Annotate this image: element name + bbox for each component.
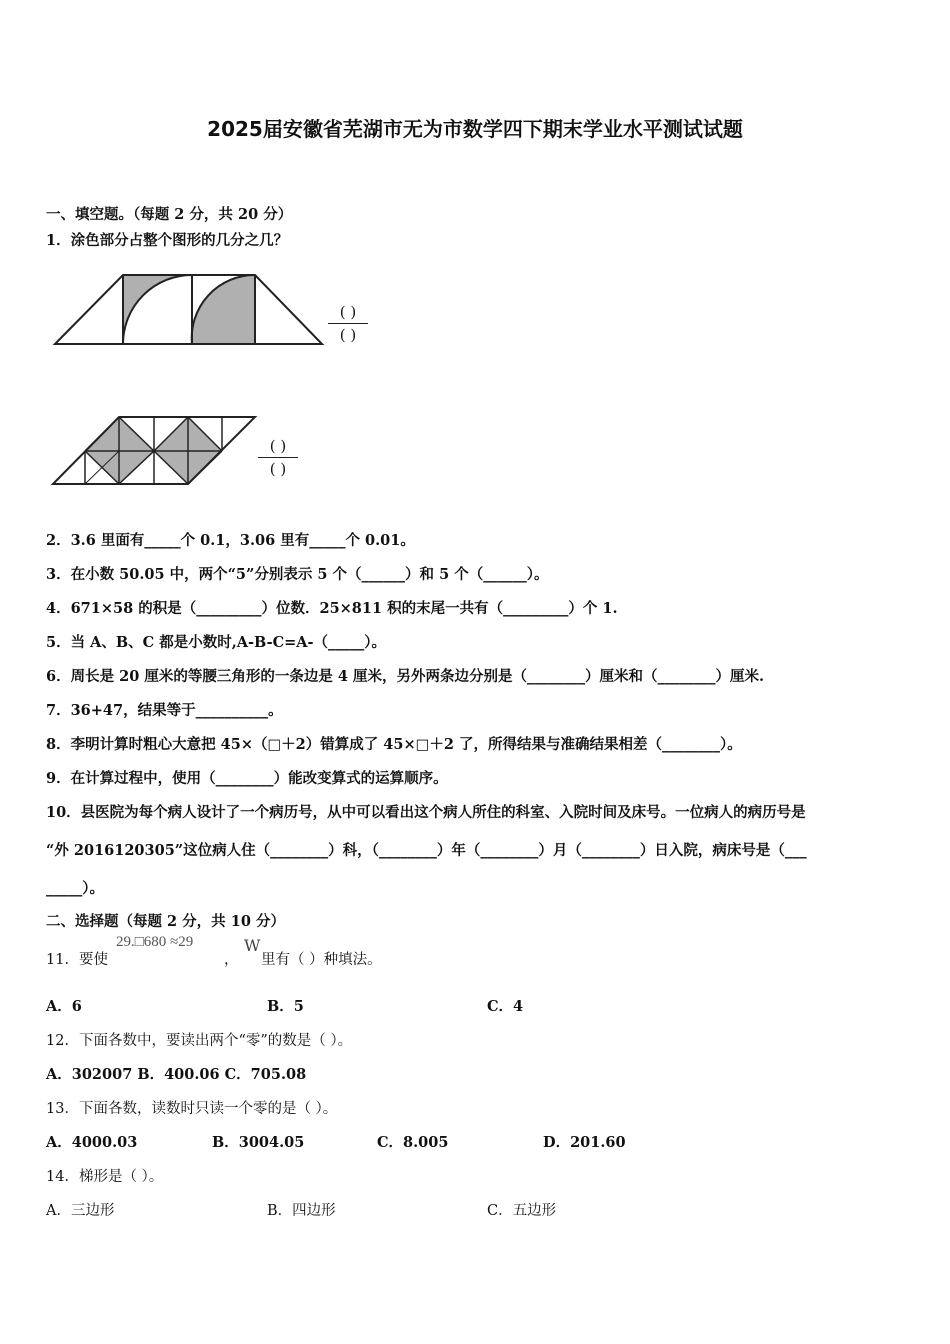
fraction-bar xyxy=(328,323,368,324)
figure-2-parallelogram xyxy=(50,412,260,490)
question-14: 14．梯形是（ ）。 xyxy=(46,1169,164,1185)
question-11-expression: 29.□680 ≈29 xyxy=(116,934,194,950)
question-13: 13．下面各数，读数时只读一个零的是（ ）。 xyxy=(46,1101,338,1117)
question-11-option-c[interactable]: C．4 xyxy=(487,998,524,1015)
question-14-option-b[interactable]: B．四边形 xyxy=(267,1203,336,1219)
fraction-answer-1[interactable] xyxy=(328,303,368,344)
fraction-answer-2[interactable] xyxy=(258,437,298,478)
page-title: 2025届安徽省芜湖市无为市数学四下期末学业水平测试试题 xyxy=(207,117,743,141)
question-10-line-2: “外 2016120305”这位病人住（________）科，（________）年（________）月（________）日入院，病床号是（___ xyxy=(46,842,807,859)
question-13-option-d[interactable]: D．201.60 xyxy=(543,1134,626,1151)
question-8: 8．李明计算时粗心大意把 45×（□＋2）错算成了 45×□＋2 了，所得结果与准确结果相差（________）。 xyxy=(46,736,742,753)
question-13-option-a[interactable]: A．4000.03 xyxy=(46,1134,138,1151)
question-11-w: W xyxy=(244,936,261,955)
question-7: 7．36+47，结果等于__________。 xyxy=(46,702,283,719)
fraction-bar xyxy=(258,457,298,458)
question-11-option-b[interactable]: B．5 xyxy=(267,998,304,1015)
fraction-numerator: ( ) xyxy=(339,303,357,321)
question-12-options[interactable]: A．302007 B．400.06 C．705.08 xyxy=(46,1066,307,1083)
question-13-option-b[interactable]: B．3004.05 xyxy=(212,1134,305,1151)
section-2-heading: 二、选择题（每题 2 分，共 10 分） xyxy=(46,913,285,930)
question-10-line-1: 10．县医院为每个病人设计了一个病历号，从中可以看出这个病人所住的科室、入院时间及床号。一位病人的病历号是 xyxy=(46,804,806,821)
question-11-suffix: 里有（ ）种填法。 xyxy=(261,952,382,968)
question-9: 9．在计算过程中，使用（________）能改变算式的运算顺序。 xyxy=(46,770,448,787)
question-14-option-a[interactable]: A．三边形 xyxy=(46,1203,115,1219)
question-5: 5．当 A、B、C 都是小数时,A-B-C=A-（_____）。 xyxy=(46,634,387,651)
question-1: 1．涂色部分占整个图形的几分之几？ xyxy=(46,232,289,249)
question-11-prefix: 11．要使 xyxy=(46,952,108,968)
question-11-separator: ， xyxy=(224,952,239,968)
question-13-option-c[interactable]: C．8.005 xyxy=(377,1134,449,1151)
question-14-option-c[interactable]: C．五边形 xyxy=(487,1203,557,1219)
question-2: 2．3.6 里面有_____个 0.1，3.06 里有_____个 0.01。 xyxy=(46,532,415,549)
fraction-numerator: ( ) xyxy=(269,437,287,455)
fraction-denominator: ( ) xyxy=(269,460,287,478)
question-10-line-3: _____）。 xyxy=(46,880,104,897)
question-12: 12．下面各数中，要读出两个“零”的数是（ ）。 xyxy=(46,1033,353,1049)
question-11-option-a[interactable]: A．6 xyxy=(46,998,82,1015)
figure-1-trapezoid xyxy=(50,270,330,350)
fraction-denominator: ( ) xyxy=(339,326,357,344)
question-4: 4．671×58 的积是（_________）位数．25×811 积的末尾一共有（_________）个 1. xyxy=(46,600,618,617)
section-1-heading: 一、填空题。（每题 2 分，共 20 分） xyxy=(46,206,293,223)
question-3: 3．在小数 50.05 中，两个“5”分别表示 5 个（______）和 5 个（______）。 xyxy=(46,566,549,583)
question-6: 6．周长是 20 厘米的等腰三角形的一条边是 4 厘米，另外两条边分别是（________）厘米和（________）厘米. xyxy=(46,668,765,685)
